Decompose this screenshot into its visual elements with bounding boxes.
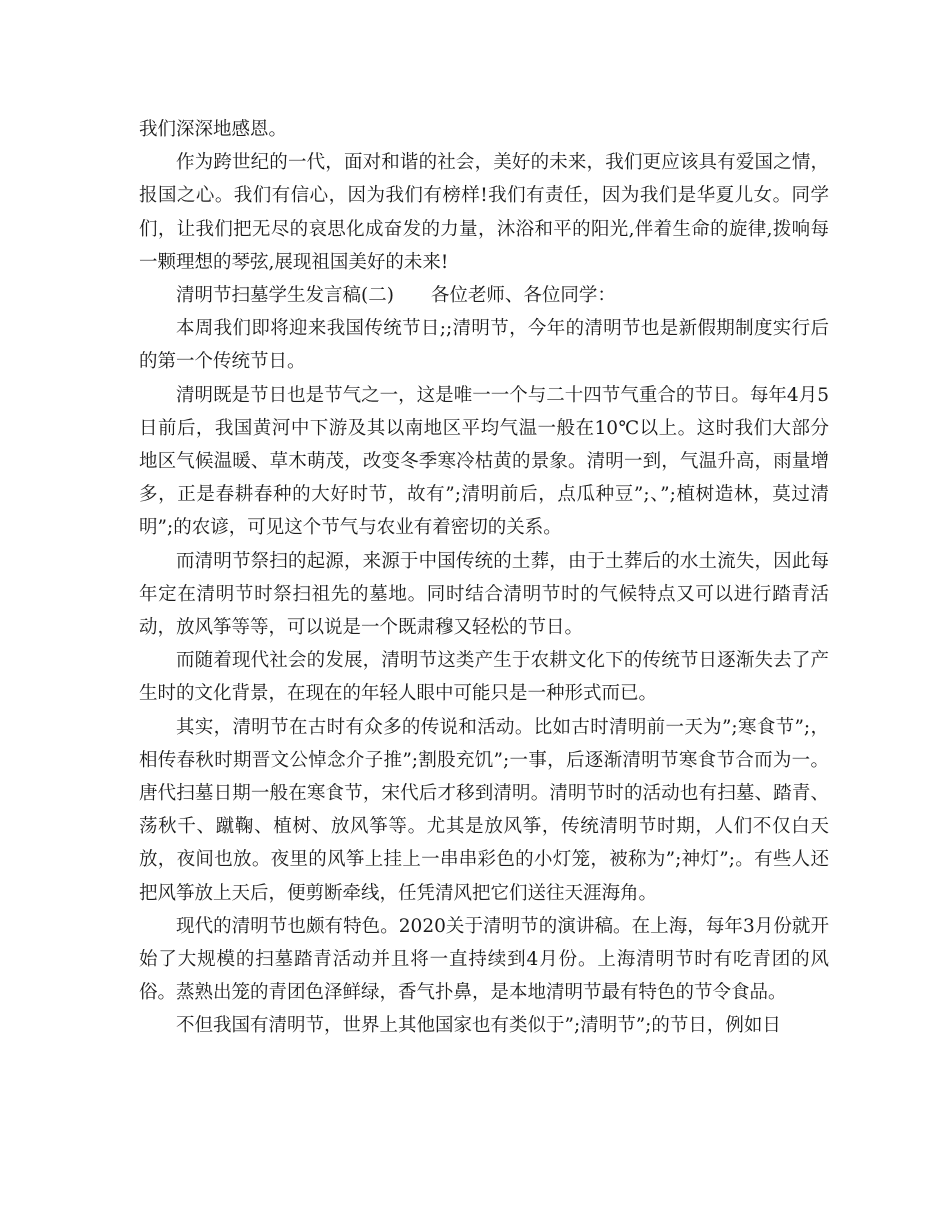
- paragraph: 清明既是节日也是节气之一，这是唯一一个与二十四节气重合的节日。每年4月5日前后，我国黄河中下游及其以南地区平均气温一般在10℃以上。这时我们大部分地区气候温暖、草木萌茂，改变冬季寒冷枯黄的景象。清明一到，气温升高，雨量增多，正是春耕春种的大好时节，故有”;清明前后，点瓜种豆”;、”;植树造林，莫过清明”;的农谚，可见这个节气与农业有着密切的关系。: [139, 384, 829, 539]
- paragraph: 其实，清明节在古时有众多的传说和活动。比如古时清明前一天为”;寒食节”;，相传春秋时期晋文公悼念介子推”;割股充饥”;一事，后逐渐清明节寒食节合而为一。唐代扫墓日期一般在寒食节，宋代后才移到清明。清明节时的活动也有扫墓、踏青、荡秋千、蹴鞠、植树、放风筝等。尤其是放风筝，传统清明节时期，人们不仅白天放，夜间也放。夜里的风筝上挂上一串串彩色的小灯笼，被称为”;神灯”;。有些人还把风筝放上天后，便剪断牵线，任凭清风把它们送往天涯海角。: [139, 716, 829, 904]
- paragraph: 我们深深地感恩。: [139, 119, 288, 140]
- paragraph: 现代的清明节也颇有特色。2020关于清明节的演讲稿。在上海，每年3月份就开始了大规模的扫墓踏青活动并且将一直持续到4月份。上海清明节时有吃青团的风俗。蒸熟出笼的青团色泽鲜绿，香气扑鼻，是本地清明节最有特色的节令食品。: [139, 915, 829, 1004]
- paragraph: 不但我国有清明节，世界上其他国家也有类似于”;清明节”;的节日，例如日: [176, 1015, 781, 1037]
- document-body: [139, 113, 829, 1043]
- paragraph: 而清明节祭扫的起源，来源于中国传统的土葬，由于土葬后的水土流失，因此每年定在清明节时祭扫祖先的墓地。同时结合清明节时的气候特点又可以进行踏青活动，放风筝等等，可以说是一个既肃穆又轻松的节日。: [139, 550, 829, 639]
- paragraph: 本周我们即将迎来我国传统节日;;清明节，今年的清明节也是新假期制度实行后的第一个传统节日。: [139, 318, 829, 373]
- paragraph: 作为跨世纪的一代，面对和谐的社会，美好的未来，我们更应该具有爱国之情，报国之心。我们有信心，因为我们有榜样!我们有责任，因为我们是华夏儿女。同学们，让我们把无尽的哀思化成奋发的力量，沐浴和平的阳光,伴着生命的旋律,拨响每一颗理想的琴弦,展现祖国美好的未来!: [139, 152, 829, 273]
- section-heading: 清明节扫墓学生发言稿(二) 各位老师、各位同学：: [176, 285, 616, 307]
- paragraph: 而随着现代社会的发展，清明节这类产生于农耕文化下的传统节日逐渐失去了产生时的文化背景，在现在的年轻人眼中可能只是一种形式而已。: [139, 650, 829, 705]
